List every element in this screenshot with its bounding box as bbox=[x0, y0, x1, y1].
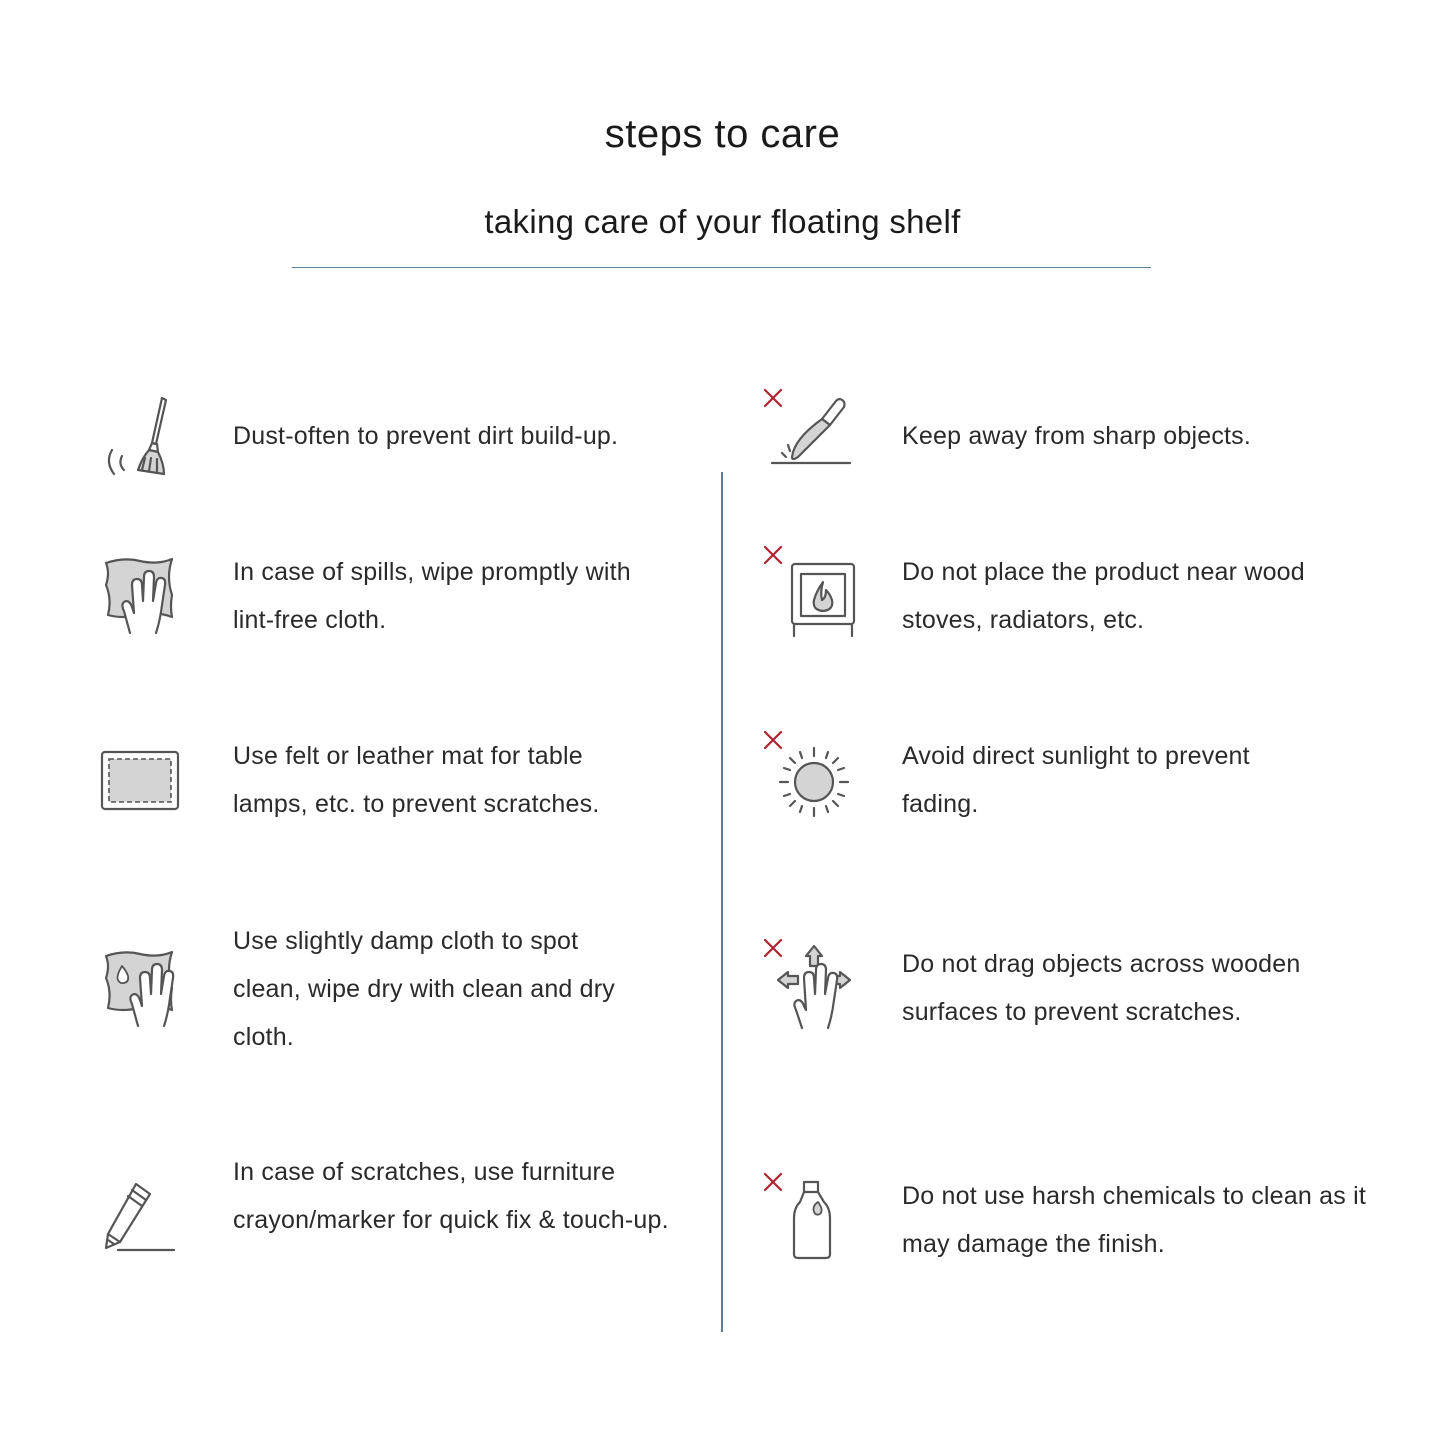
page-subtitle: taking care of your floating shelf bbox=[484, 203, 961, 240]
chemical-bottle-icon bbox=[790, 1178, 834, 1262]
header-divider bbox=[292, 267, 1151, 268]
tip-text: Do not drag objects across wooden surfaces to prevent scratches. bbox=[902, 950, 1301, 1026]
tip-text: Do not use harsh chemicals to clean as it may damage the finish. bbox=[902, 1182, 1366, 1258]
knife-icon bbox=[770, 395, 854, 469]
damp-cloth-icon bbox=[100, 948, 180, 1033]
tip-text: Dust-often to prevent dirt build-up. bbox=[233, 422, 619, 450]
broom-icon bbox=[100, 392, 180, 482]
close-icon bbox=[763, 1172, 783, 1197]
tip-text: Use slightly damp cloth to spot clean, wipe dry with clean and dry cloth. bbox=[233, 927, 615, 1051]
tip-text: In case of scratches, use furniture crayon/marker for quick fix & touch-up. bbox=[233, 1158, 669, 1234]
tip-text: Keep away from sharp objects. bbox=[902, 422, 1252, 450]
sun-icon bbox=[776, 744, 852, 820]
tip-text: Avoid direct sunlight to prevent fading. bbox=[902, 742, 1250, 818]
tip-text: Use felt or leather mat for table lamps, etc. to prevent scratches. bbox=[233, 742, 600, 818]
drag-hand-arrows-icon bbox=[776, 944, 852, 1030]
wood-stove-icon bbox=[788, 560, 858, 640]
column-divider bbox=[721, 472, 723, 1332]
tip-text: Do not place the product near wood stoves, radiators, etc. bbox=[902, 558, 1305, 634]
close-icon bbox=[763, 545, 783, 570]
tip-text: In case of spills, wipe promptly with lint-free cloth. bbox=[233, 558, 631, 634]
hand-wipe-cloth-icon bbox=[100, 555, 180, 640]
page-title: steps to care bbox=[604, 112, 841, 156]
felt-mat-icon bbox=[100, 750, 180, 812]
crayon-marker-icon bbox=[100, 1180, 180, 1256]
